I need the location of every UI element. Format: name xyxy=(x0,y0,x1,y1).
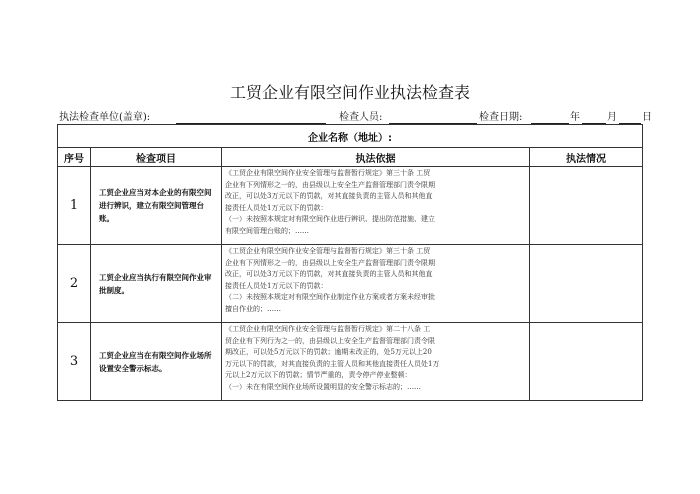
basis-line: （一）未在有限空间作业场所设置明显的安全警示标志的；…… xyxy=(225,382,421,391)
basis-line: 擅自作业的；…… xyxy=(225,304,281,313)
situation-cell[interactable] xyxy=(530,167,643,245)
check-item: 工贸企业应当在有限空间作业场所设置安全警示标志。 xyxy=(91,323,222,401)
basis-line: 企业有下列情形之一的，由县级以上安全生产监督管理部门责令限期 xyxy=(225,258,435,267)
table-row xyxy=(58,323,643,401)
basis-line: 万元以下的罚款，对其直接负责的主管人员和其他直接责任人员处1万 xyxy=(225,359,440,368)
situation-cell[interactable] xyxy=(530,323,643,401)
page-title: 工贸企业有限空间作业执法检查表 xyxy=(229,83,470,102)
basis-line: 元以上2万元以下的罚款；情节严重的，责令停产停业整顿： xyxy=(225,371,412,379)
month-label: 月 xyxy=(607,112,617,123)
situation-cell[interactable] xyxy=(530,245,643,323)
col-header-situation: 执法情况 xyxy=(530,148,643,167)
table-row xyxy=(58,167,643,245)
firm-name-cell[interactable]: 企业名称（地址）: xyxy=(58,125,643,148)
header-row xyxy=(58,148,643,167)
year-label: 年 xyxy=(570,112,580,123)
legal-basis xyxy=(222,245,530,323)
basis-line: 接责任人员处1万元以下的罚款： xyxy=(225,203,328,212)
row-number: 3 xyxy=(58,323,91,401)
basis-line: 企业有下列情形之一的，由县级以上安全生产监督管理部门责令限期 xyxy=(225,180,435,189)
check-item: 工贸企业应当对本企业的有限空间进行辨识，建立有限空间管理台账。 xyxy=(91,167,222,245)
basis-line: 接责任人员处1万元以下的罚款： xyxy=(225,281,328,290)
basis-line: 改正，可以处3万元以下的罚款，对其直接负责的主管人员和其他直 xyxy=(225,192,433,200)
inspection-table xyxy=(57,124,643,401)
day-label: 日 xyxy=(642,112,652,123)
col-header-basis: 执法依据 xyxy=(222,148,530,167)
basis-line: （一）未按照本规定对有限空间作业进行辨识、提出防范措施、建立 xyxy=(225,215,435,223)
basis-line: 《工贸企业有限空间作业安全管理与监督暂行规定》第三十条 工贸 xyxy=(225,169,431,177)
col-header-item: 检查项目 xyxy=(91,148,222,167)
basis-line: 贸企业有下列行为之一的，由县级以上安全生产监督管理部门责令限 xyxy=(225,336,435,345)
basis-line: 期改正，可以处5万元以下的罚款；逾期未改正的，处5万元以上20 xyxy=(225,348,432,356)
col-header-no: 序号 xyxy=(58,148,91,167)
legal-basis xyxy=(222,323,530,401)
unit-label: 执法检查单位(盖章): xyxy=(59,112,151,123)
row-number: 1 xyxy=(58,167,91,245)
check-item: 工贸企业应当执行有限空间作业审批制度。 xyxy=(91,245,222,323)
basis-line: 《工贸企业有限空间作业安全管理与监督暂行规定》第三十条 工贸 xyxy=(225,247,431,255)
basis-line: 《工贸企业有限空间作业安全管理与监督暂行规定》第二十八条 工 xyxy=(225,325,431,333)
table-row xyxy=(58,245,643,323)
basis-line: 有限空间管理台账的；…… xyxy=(225,226,309,235)
date-label: 检查日期: xyxy=(479,112,523,123)
basis-line: 改正，可以处3万元以下的罚款，对其直接负责的主管人员和其他直 xyxy=(225,270,433,278)
inspector-label: 检查人员: xyxy=(339,112,383,123)
legal-basis xyxy=(222,167,530,245)
row-number: 2 xyxy=(58,245,91,323)
basis-line: （二）未按照本规定对有限空间作业制定作业方案或者方案未经审批 xyxy=(225,293,435,301)
